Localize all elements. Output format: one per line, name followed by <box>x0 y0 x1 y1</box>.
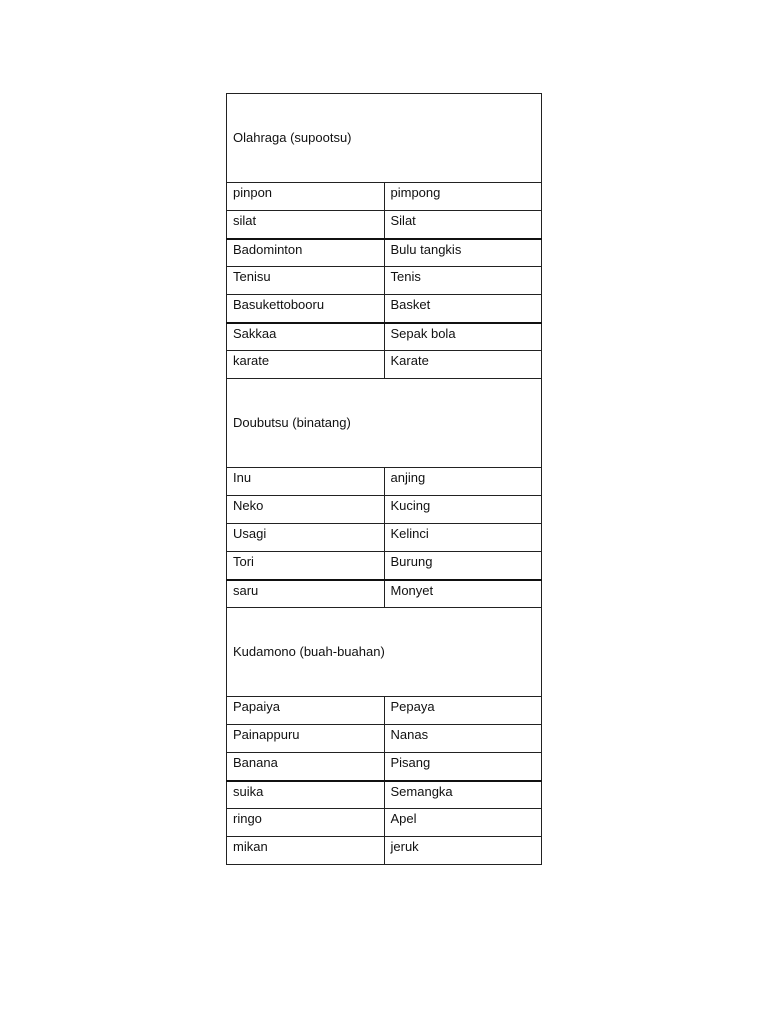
japanese-term: Badominton <box>227 239 385 267</box>
japanese-term: Sakkaa <box>227 323 385 351</box>
japanese-term: Painappuru <box>227 725 385 753</box>
section-header-row <box>227 94 542 183</box>
indonesian-term: pimpong <box>384 183 542 211</box>
japanese-term: suika <box>227 781 385 809</box>
vocab-row <box>227 468 542 496</box>
section-header-row <box>227 608 542 697</box>
section-title: Kudamono (buah-buahan) <box>227 608 542 697</box>
vocab-row <box>227 524 542 552</box>
indonesian-term: Semangka <box>384 781 542 809</box>
vocab-row <box>227 183 542 211</box>
japanese-term: Banana <box>227 753 385 781</box>
japanese-term: Usagi <box>227 524 385 552</box>
indonesian-term: Monyet <box>384 580 542 608</box>
japanese-term: pinpon <box>227 183 385 211</box>
japanese-term: karate <box>227 351 385 379</box>
japanese-term: Papaiya <box>227 697 385 725</box>
vocab-row <box>227 323 542 351</box>
vocab-row <box>227 725 542 753</box>
section-title: Doubutsu (binatang) <box>227 379 542 468</box>
vocab-row <box>227 496 542 524</box>
section-title: Olahraga (supootsu) <box>227 94 542 183</box>
japanese-term: Tenisu <box>227 267 385 295</box>
japanese-term: Tori <box>227 552 385 580</box>
japanese-term: Neko <box>227 496 385 524</box>
indonesian-term: anjing <box>384 468 542 496</box>
japanese-term: Inu <box>227 468 385 496</box>
vocab-row <box>227 351 542 379</box>
japanese-term: silat <box>227 211 385 239</box>
japanese-term: ringo <box>227 809 385 837</box>
indonesian-term: Bulu tangkis <box>384 239 542 267</box>
vocab-row <box>227 580 542 608</box>
indonesian-term: Tenis <box>384 267 542 295</box>
vocab-row <box>227 781 542 809</box>
indonesian-term: Basket <box>384 295 542 323</box>
section-header-row <box>227 379 542 468</box>
vocab-row <box>227 552 542 580</box>
indonesian-term: Silat <box>384 211 542 239</box>
vocab-row <box>227 267 542 295</box>
indonesian-term: Karate <box>384 351 542 379</box>
indonesian-term: jeruk <box>384 837 542 865</box>
vocab-row <box>227 697 542 725</box>
japanese-term: Basukettobooru <box>227 295 385 323</box>
indonesian-term: Nanas <box>384 725 542 753</box>
indonesian-term: Pepaya <box>384 697 542 725</box>
vocabulary-table <box>226 93 542 865</box>
vocab-row <box>227 239 542 267</box>
indonesian-term: Sepak bola <box>384 323 542 351</box>
indonesian-term: Kucing <box>384 496 542 524</box>
vocab-row <box>227 753 542 781</box>
indonesian-term: Burung <box>384 552 542 580</box>
vocab-row <box>227 295 542 323</box>
vocab-row <box>227 837 542 865</box>
vocab-row <box>227 809 542 837</box>
japanese-term: mikan <box>227 837 385 865</box>
indonesian-term: Kelinci <box>384 524 542 552</box>
indonesian-term: Apel <box>384 809 542 837</box>
japanese-term: saru <box>227 580 385 608</box>
indonesian-term: Pisang <box>384 753 542 781</box>
vocab-row <box>227 211 542 239</box>
